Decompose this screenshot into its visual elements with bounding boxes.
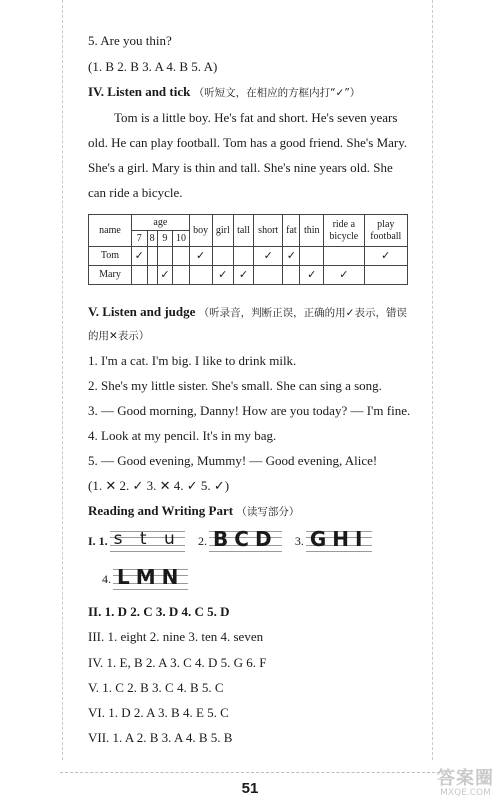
letters-answer-4: LMN (113, 566, 188, 592)
table-header-ride: ride a bicycle (324, 215, 365, 247)
tick-mark: ✓ (212, 266, 233, 285)
answers-section-3: (1. B 2. B 3. A 4. B 5. A) (88, 59, 218, 74)
table-row (89, 266, 408, 285)
table-header-fat: fat (283, 215, 300, 247)
footer-divider (60, 772, 440, 773)
answers-iv: IV. 1. E, B 2. A 3. C 4. D 5. G 6. F (88, 655, 267, 670)
sentence-4: 4. Look at my pencil. It's in my bag. (88, 428, 277, 443)
tick-mark: ✓ (254, 247, 283, 266)
left-margin-line (62, 0, 63, 760)
tick-mark: ✓ (132, 247, 148, 266)
tick-mark: ✓ (300, 266, 324, 285)
question-5: 5. Are you thin? (88, 33, 172, 48)
reading-writing-note: （读写部分） (236, 506, 300, 518)
age-8: 8 (147, 231, 157, 247)
sentence-3: 3. — Good morning, Danny! How are you today? — I'm fine. (88, 403, 411, 418)
reading-writing-title: Reading and Writing Part (88, 503, 234, 518)
sentence-1: 1. I'm a cat. I'm big. I like to drink milk. (88, 353, 297, 368)
table-header-play: play football (364, 215, 407, 247)
row-name-tom: Tom (89, 247, 132, 266)
tick-mark: ✓ (189, 247, 212, 266)
letters-row-1 (88, 526, 372, 555)
section-4-title: IV. Listen and tick (88, 84, 191, 99)
answers-ii: II. 1. D 2. C 3. D 4. C 5. D (88, 604, 230, 619)
tick-mark: ✓ (157, 266, 173, 285)
table-header-tall: tall (234, 215, 254, 247)
age-7: 7 (132, 231, 148, 247)
page-number: 51 (241, 780, 259, 797)
sentence-5: 5. — Good evening, Mummy! — Good evening, Alice! (88, 453, 378, 468)
passage-line-1: Tom is a little boy. He's fat and short. He's seven years (114, 110, 398, 125)
section-5-note-1: （听录音，判断正误，正确的用✓表示，错误 (198, 307, 407, 319)
section-5-note-2: 的用✕表示） (88, 330, 150, 342)
row-name-mary: Mary (89, 266, 132, 285)
answers-iii: III. 1. eight 2. nine 3. ten 4. seven (88, 629, 264, 644)
age-9: 9 (157, 231, 173, 247)
tick-mark: ✓ (234, 266, 254, 285)
table-header-age: age (132, 215, 190, 231)
reading-writing-heading (88, 503, 299, 520)
table-header-girl: girl (212, 215, 233, 247)
passage-line-2: old. He can play football. Tom has a good friend. She's Mary. (88, 135, 408, 150)
section-5-title: V. Listen and judge (88, 304, 196, 319)
table-header-thin: thin (300, 215, 324, 247)
age-10: 10 (173, 231, 190, 247)
letters-label-3: 3. (294, 534, 304, 549)
letters-label-4: 4. (102, 572, 111, 587)
letters-label-2: 2. (198, 534, 208, 549)
tick-mark: ✓ (364, 247, 407, 266)
table-header-name: name (89, 215, 132, 247)
table-header-boy: boy (189, 215, 212, 247)
letters-row-2 (102, 564, 188, 593)
table-header-short: short (254, 215, 283, 247)
answers-section-5: (1. ✕ 2. ✓ 3. ✕ 4. ✓ 5. ✓) (88, 478, 230, 493)
letters-answer-2: BCD (209, 528, 282, 554)
watermark-logo: 答案圈 MXQE.COM (437, 768, 494, 798)
letters-label-1: I. 1. (88, 534, 108, 549)
tick-mark: ✓ (324, 266, 365, 285)
section-4-heading (88, 84, 360, 101)
section-5-heading (88, 304, 407, 321)
tick-mark: ✓ (283, 247, 300, 266)
passage-line-4: can ride a bicycle. (88, 185, 183, 200)
letters-answer-3: GHI (306, 528, 373, 554)
answers-v: V. 1. C 2. B 3. C 4. B 5. C (88, 680, 224, 695)
section-4-note: （听短文，在相应的方框内打“✓”） (193, 87, 361, 99)
answers-vii: VII. 1. A 2. B 3. A 4. B 5. B (88, 730, 233, 745)
letters-answer-1: s t u (110, 528, 185, 554)
sentence-2: 2. She's my little sister. She's small. She can sing a song. (88, 378, 382, 393)
table-row (89, 247, 408, 266)
answers-vi: VI. 1. D 2. A 3. B 4. E 5. C (88, 705, 229, 720)
right-margin-line (432, 0, 433, 760)
passage-line-3: She's a girl. Mary is thin and tall. She's nine years old. She (88, 160, 393, 175)
tick-table (88, 214, 408, 285)
